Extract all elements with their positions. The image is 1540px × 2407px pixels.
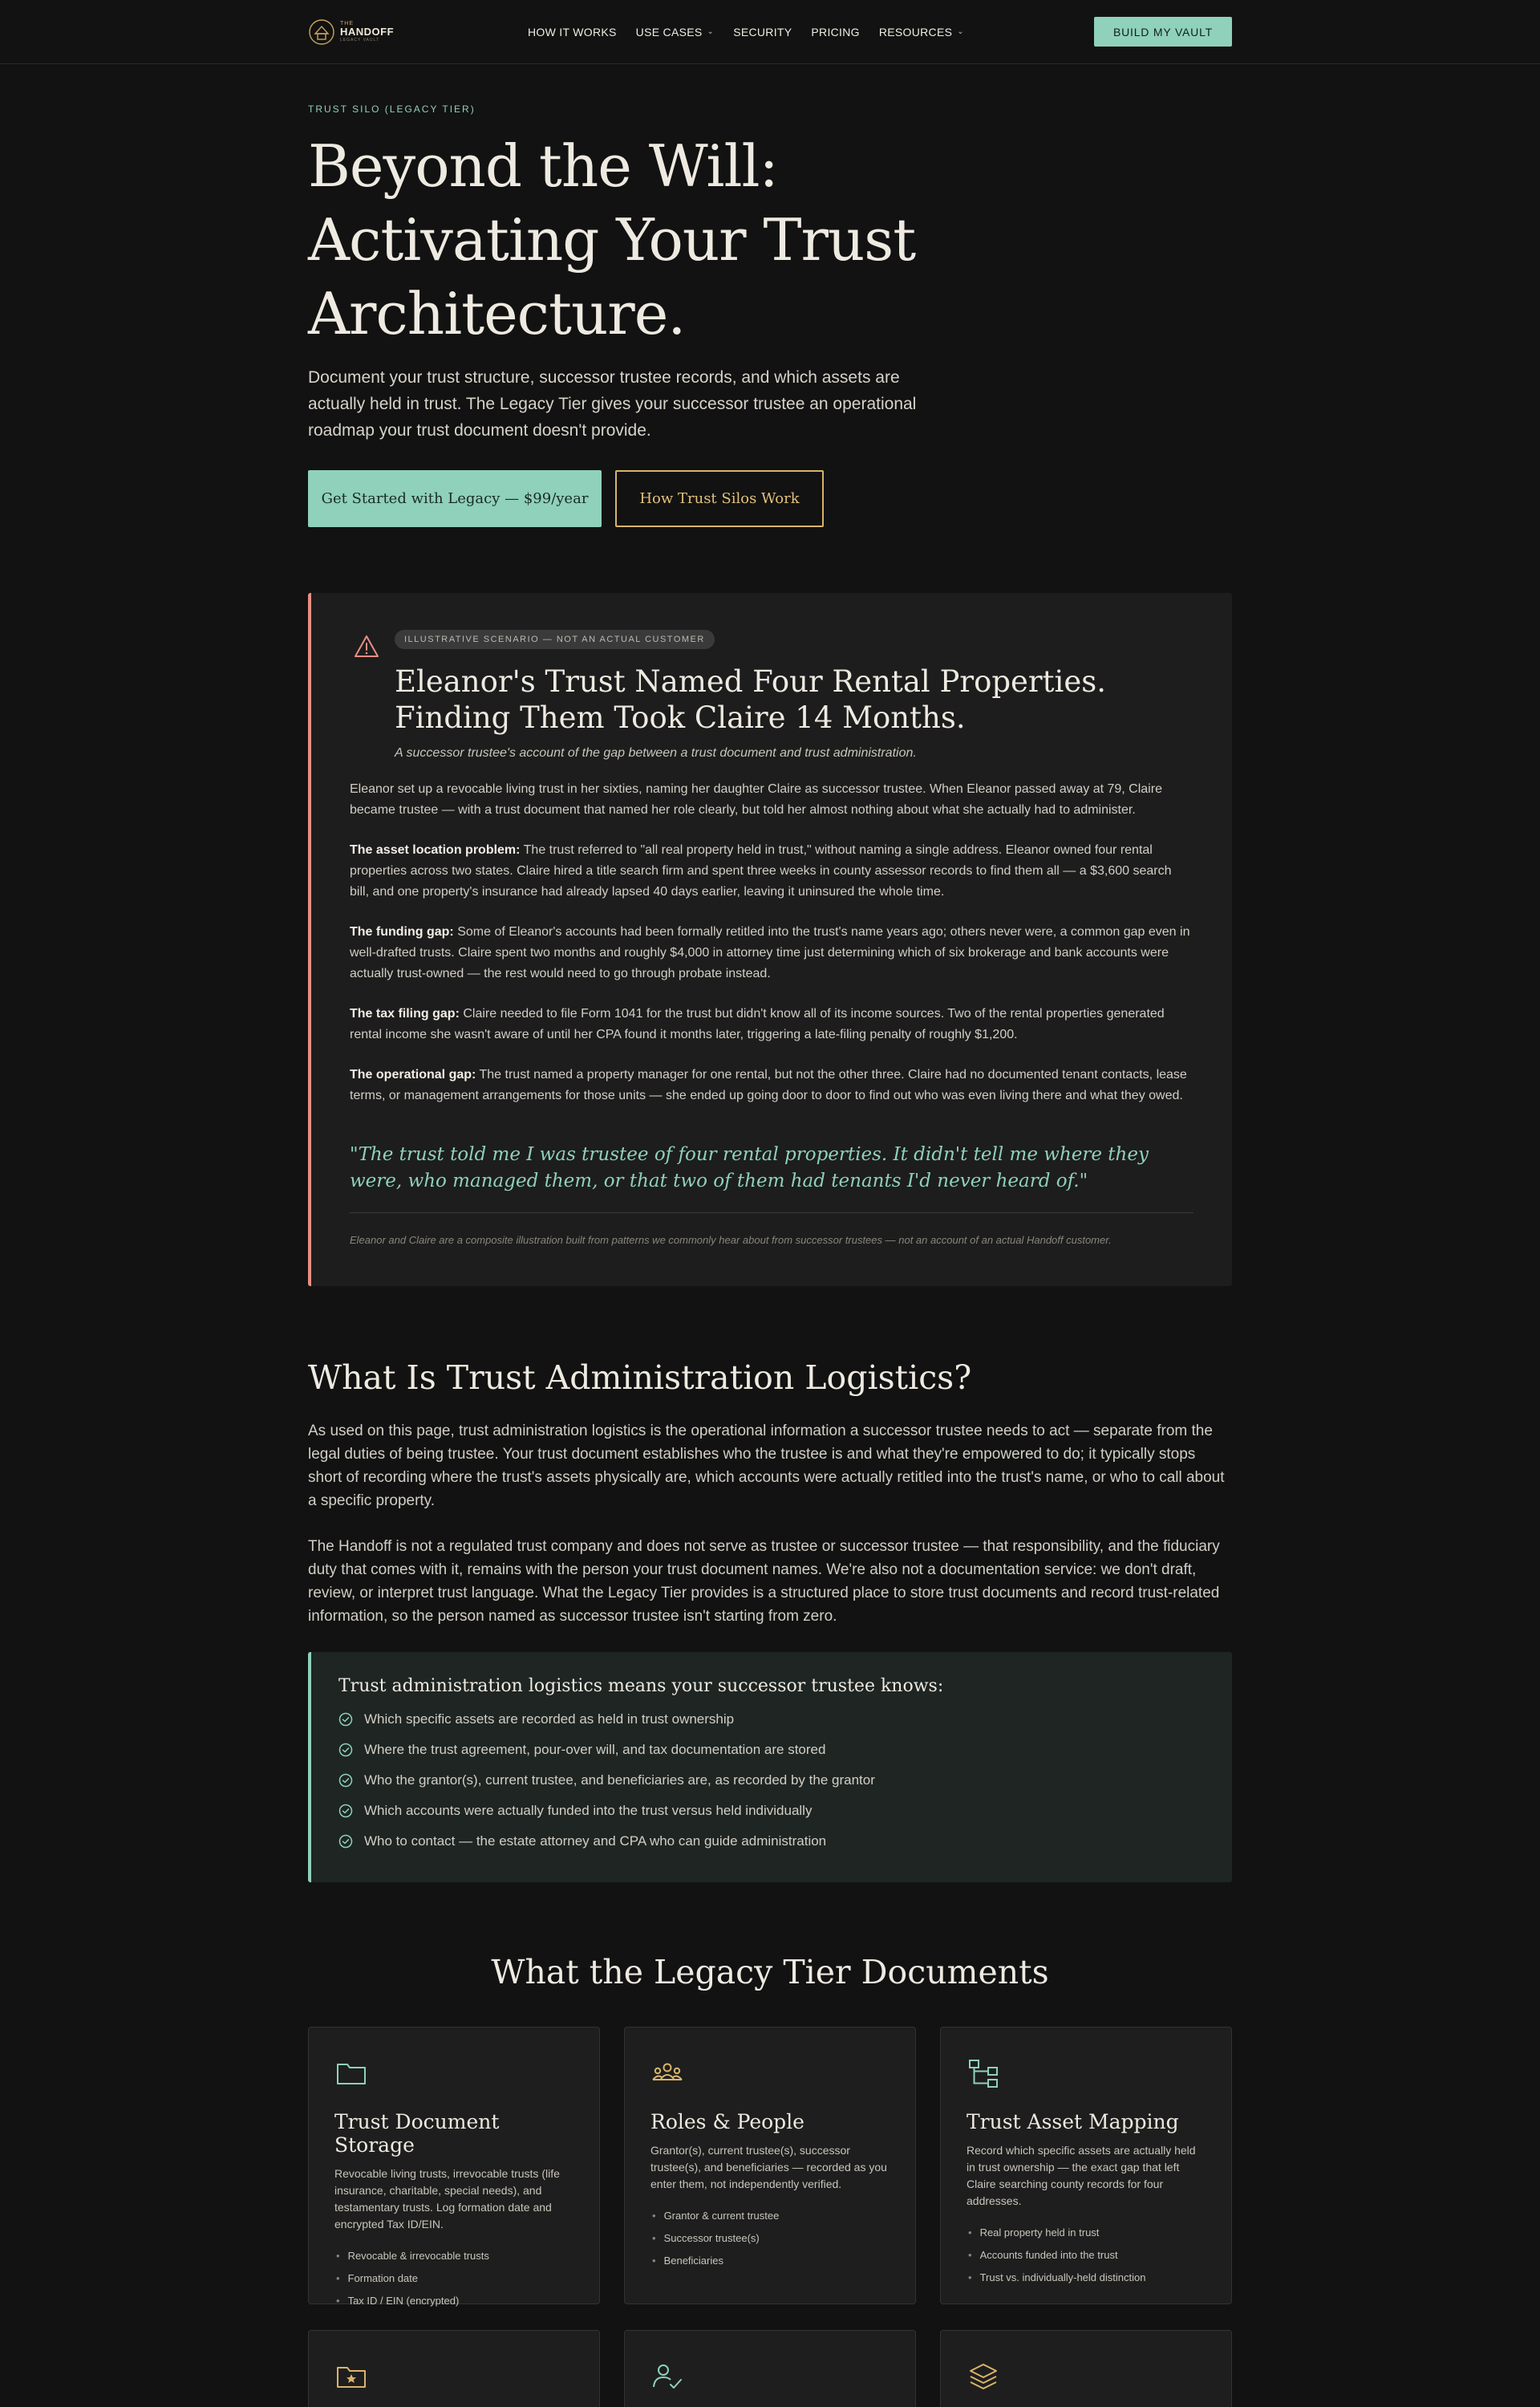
card-bullet: • Tax ID / EIN (encrypted) <box>334 2289 573 2312</box>
checklist-title: Trust administration logistics means your successor trustee knows: <box>338 1676 944 1696</box>
logistics-checklist <box>308 1652 1232 1882</box>
card-row2-1 <box>308 2330 600 2407</box>
scenario-quote: "The trust told me I was trustee of four rental properties. It didn't tell me where they were, who managed them, or that two of them had tenants I'd never heard of." <box>350 1144 1149 1191</box>
check-circle-icon <box>338 1834 353 1849</box>
card-title: Trust Document Storage <box>334 2110 500 2157</box>
card-trust-asset-mapping <box>940 2027 1232 2304</box>
scenario-section: The asset location problem: The trust referred to "all real property held in trust," without naming a single address. Eleanor owned four rental properties across two states. Claire hired a title search firm and spent three weeks in county assessor records to find them all — a $3,600 search bill, and one property's insurance had already lapsed 40 days earlier, leaving it uninsured the whole time. <box>350 843 1172 899</box>
top-nav <box>0 0 1540 64</box>
card-text: Grantor(s), current trustee(s), successor trustee(s), and beneficiaries — recorded as you enter them, not independently verified. <box>650 2144 887 2190</box>
card-bullet: • Revocable & irrevocable trusts <box>334 2244 573 2267</box>
nav-how-it-works[interactable]: HOW IT WORKS <box>528 25 617 39</box>
scenario-badge: ILLUSTRATIVE SCENARIO — NOT AN ACTUAL CUSTOMER <box>395 630 715 649</box>
logo[interactable] <box>308 18 396 46</box>
folder-icon <box>334 2056 368 2090</box>
people-icon <box>650 2056 684 2090</box>
user-check-icon <box>650 2360 684 2393</box>
scenario-disclaimer: Eleanor and Claire are a composite illustration built from patterns we commonly hear about from successor trustees — not an account of an actual Handoff customer. <box>350 1234 1112 1246</box>
nav-use-cases[interactable]: USE CASES ⌄ <box>635 25 715 39</box>
card-bullet: • Accounts funded into the trust <box>967 2243 1206 2266</box>
get-started-button[interactable]: Get Started with Legacy — $99/year <box>308 470 602 527</box>
hero-subtitle: Document your trust structure, successor trustee records, and which assets are actually held in trust. The Legacy Tier gives your successor trustee an operational roadmap your trust document doesn't provide. <box>308 368 917 440</box>
nav-security[interactable]: SECURITY <box>733 25 792 39</box>
logo-name: HANDOFF <box>340 26 395 38</box>
chevron-down-icon: ⌄ <box>707 27 715 36</box>
check-circle-icon <box>338 1712 353 1727</box>
checklist-item: Who the grantor(s), current trustee, and beneficiaries are, as recorded by the grantor <box>338 1765 1203 1796</box>
scenario-subtitle: A successor trustee's account of the gap between a trust document and trust administration. <box>395 746 917 760</box>
checklist-item: Who to contact — the estate attorney and CPA who can guide administration <box>338 1826 1203 1857</box>
card-row2-3 <box>940 2330 1232 2407</box>
card-bullet: • Successor trustee(s) <box>650 2226 890 2249</box>
what-is-paragraph-2: The Handoff is not a regulated trust company and does not serve as trustee or successor trustee — that responsibility, and the fiduciary duty that comes with it, remains with the person your trust document names. We're also not a documentation service: we don't draft, review, or interpret trust language. What the Legacy Tier provides is a structured place to store trust documents and record trust-related information, so the person named as successor trustee isn't starting from zero. <box>308 1538 1220 1625</box>
card-bullet: • Real property held in trust <box>967 2221 1206 2243</box>
how-trust-silos-work-button[interactable]: How Trust Silos Work <box>615 470 824 527</box>
nav-resources[interactable]: RESOURCES ⌄ <box>878 25 964 39</box>
hero <box>308 104 1232 527</box>
checklist-item: Which specific assets are recorded as held in trust ownership <box>338 1704 1203 1735</box>
logo-the: THE <box>340 21 354 26</box>
card-title: Trust Asset Mapping <box>967 2110 1179 2133</box>
scenario-card <box>308 593 1232 1286</box>
card-text: Revocable living trusts, irrevocable trusts (life insurance, charitable, special needs), and testamentary trusts. Log formation date and encrypted Tax ID/EIN. <box>334 2167 560 2230</box>
scenario-section: The tax filing gap: Claire needed to file Form 1041 for the trust but didn't know all of its income sources. Two of the rental properties generated rental income she wasn't aware of until her CPA found it months later, triggering a late-filing penalty of roughly $1,200. <box>350 1007 1165 1041</box>
scenario-title: Eleanor's Trust Named Four Rental Properties. Finding Them Took Claire 14 Months. <box>395 664 1106 735</box>
legacy-title: What the Legacy Tier Documents <box>491 1953 1049 1991</box>
nav-pricing[interactable]: PRICING <box>811 25 860 39</box>
card-bullet: • Beneficiaries <box>650 2249 890 2271</box>
hero-title: Beyond the Will: Activating Your Trust Architecture. <box>308 132 916 347</box>
what-is-section <box>308 1358 1232 1882</box>
check-circle-icon <box>338 1743 353 1757</box>
build-vault-button[interactable]: BUILD MY VAULT <box>1094 17 1232 47</box>
logo-tag: LEGACY VAULT <box>340 38 379 43</box>
warning-icon <box>353 633 380 660</box>
checklist-item: Which accounts were actually funded into the trust versus held individually <box>338 1796 1203 1826</box>
card-row2-2 <box>624 2330 916 2407</box>
divider <box>350 1212 1194 1213</box>
scenario-section: The funding gap: Some of Eleanor's accounts had been formally retitled into the trust's name years ago; others never were, a common gap even in well-drafted trusts. Claire spent two months and roughly $4,000 in attorney time just determining which of six brokerage and bank accounts were actually trust-owned — the rest would need to go through probate instead. <box>350 925 1190 980</box>
scenario-intro: Eleanor set up a revocable living trust in her sixties, naming her daughter Claire as successor trustee. When Eleanor passed away at 79, Claire became trustee — with a trust document that named her role clearly, but told her almost nothing about what she actually had to administer. <box>350 782 1162 817</box>
card-roles-people <box>624 2027 916 2304</box>
card-text: Record which specific assets are actually held in trust ownership — the exact gap that left Claire searching county records for four addresses. <box>967 2144 1196 2207</box>
logo-mark-icon <box>308 18 335 46</box>
nav-links <box>528 26 964 39</box>
scenario-section: The operational gap: The trust named a property manager for one rental, but not the other three. Claire had no documented tenant contacts, lease terms, or management arrangements for those units — she ended up going door to door to find out who was even living there and what they owed. <box>350 1068 1187 1102</box>
check-circle-icon <box>338 1773 353 1788</box>
card-bullet: • Trust vs. individually-held distinction <box>967 2266 1206 2288</box>
what-is-title: What Is Trust Administration Logistics? <box>308 1358 972 1397</box>
legacy-section <box>308 1953 1232 2407</box>
hero-eyebrow: TRUST SILO (LEGACY TIER) <box>308 104 476 115</box>
card-title: Roles & People <box>650 2110 804 2133</box>
folder-star-icon <box>334 2360 368 2393</box>
hierarchy-icon <box>967 2056 1000 2090</box>
what-is-paragraph-1: As used on this page, trust administration logistics is the operational information a successor trustee needs to act — separate from the legal duties of being trustee. Your trust document establishes who the trustee is and what they're empowered to do; it typically stops short of recording where the trust's assets physically are, which accounts were actually retitled into the trust's name, or who to call about a specific property. <box>308 1423 1225 1509</box>
layers-icon <box>967 2360 1000 2393</box>
card-bullet: • Formation date <box>334 2267 573 2289</box>
chevron-down-icon: ⌄ <box>957 27 964 36</box>
card-bullet: • Grantor & current trustee <box>650 2204 890 2226</box>
main-content <box>308 104 1232 2407</box>
check-circle-icon <box>338 1804 353 1818</box>
card-trust-document-storage <box>308 2027 600 2307</box>
checklist-item: Where the trust agreement, pour-over will, and tax documentation are stored <box>338 1735 1203 1765</box>
